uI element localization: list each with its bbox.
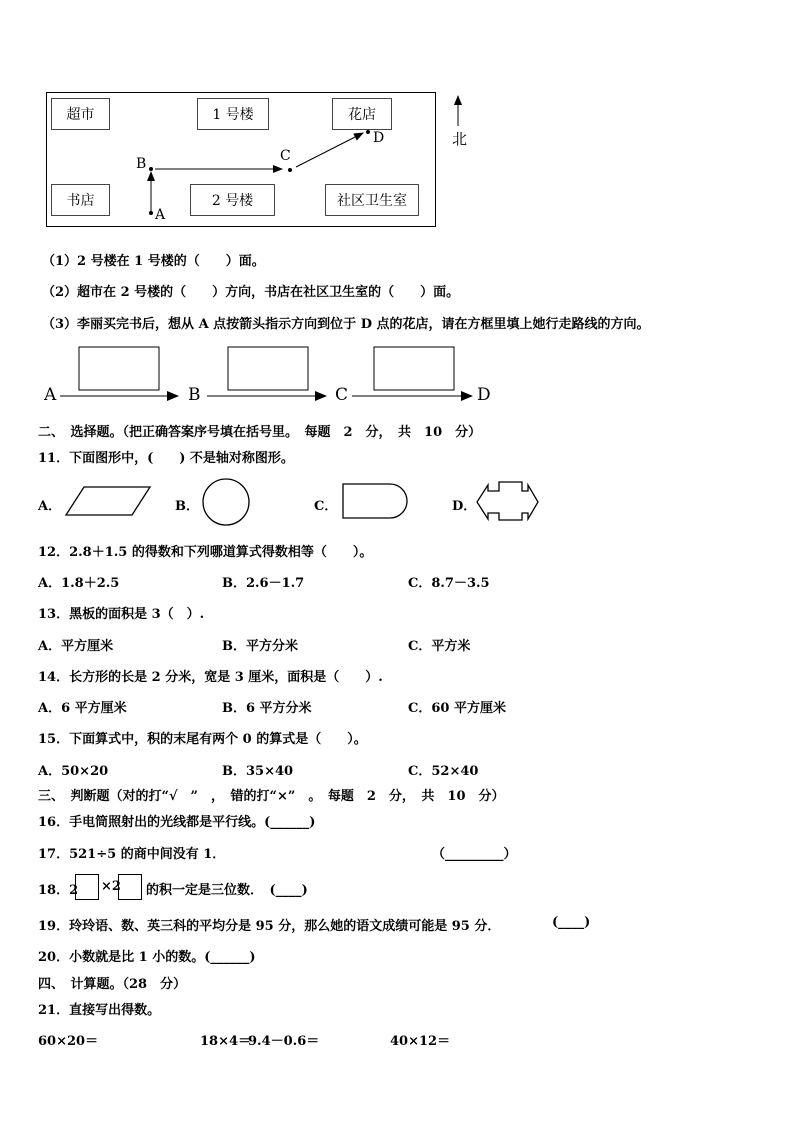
q19-blank: (____)	[552, 915, 591, 930]
section-4-heading: 四、 计算题。（28 分）	[38, 977, 187, 992]
q13-stem: 13．黑板的面积是 3（ ）.	[38, 607, 205, 622]
q13-option-a: A．平方厘米	[38, 639, 114, 654]
q18-mid: ×2	[101, 879, 121, 894]
q14-option-b: B．6 平方分米	[222, 701, 312, 716]
q21-item-2: 18×4＝	[200, 1034, 252, 1049]
q14-option-a: A．6 平方厘米	[38, 701, 127, 716]
q17-stem: 17．521÷5 的商中间没有 1．	[38, 847, 226, 862]
map-paths	[0, 0, 794, 260]
q14-stem: 14．长方形的长是 2 分米，宽是 3 厘米，面积是（ ）.	[38, 670, 383, 685]
q15-option-c: C．52×40	[408, 764, 479, 779]
route-label-d: D	[477, 385, 491, 405]
q16: 16．手电筒照射出的光线都是平行线。(______)	[38, 815, 316, 830]
place-building1: 1 号楼	[197, 98, 269, 130]
q15-stem: 15．下面算式中，积的末尾有两个 0 的算式是（ ）。	[38, 732, 367, 747]
place-building2: 2 号楼	[190, 184, 275, 216]
cross-arrow-shape	[477, 482, 538, 520]
place-bookstore: 书店	[51, 184, 110, 216]
q18-digit-box-2	[118, 874, 142, 900]
q11-option-d-label: D．	[452, 499, 477, 514]
q21-item-1: 60×20＝	[38, 1034, 99, 1049]
point-a-label: A	[155, 207, 166, 223]
route-label-b: B	[188, 385, 201, 405]
route-box-2	[228, 347, 308, 390]
q12-option-c: C．8.7－3.5	[408, 576, 490, 591]
circle-shape	[203, 479, 249, 525]
q18-suffix: 的积一定是三位数． (____)	[146, 883, 308, 898]
north-label: 北	[452, 130, 468, 148]
route-box-3	[374, 347, 454, 390]
question-map-1: （1）2 号楼在 1 号楼的（ ）面。	[42, 254, 265, 269]
q14-option-c: C．60 平方厘米	[408, 701, 506, 716]
q19-stem: 19．玲玲语、数、英三科的平均分是 95 分，那么她的语文成绩可能是 95 分．	[38, 919, 501, 934]
q20: 20．小数就是比 1 小的数。(______)	[38, 950, 256, 965]
q12-option-a: A．1.8＋2.5	[38, 576, 120, 591]
place-flower-shop: 花店	[332, 98, 392, 130]
route-label-a: A	[44, 385, 57, 405]
semi-rounded-shape	[343, 484, 407, 518]
path-c-d	[296, 133, 363, 167]
parallelogram-shape	[66, 487, 150, 515]
question-map-2: （2）超市在 2 号楼的（ ）方向，书店在社区卫生室的（ ）面。	[42, 285, 460, 300]
q11-stem: 11．下面图形中，( ) 不是轴对称图形。	[38, 451, 294, 466]
point-a-dot	[149, 211, 153, 215]
q21-item-4: 40×12＝	[390, 1034, 451, 1049]
question-map-3: （3）李丽买完书后，想从 A 点按箭头指示方向到位于 D 点的花店，请在方框里填上她行走路线的方向。	[42, 317, 650, 332]
q12-stem: 12．2.8＋1.5 的得数和下列哪道算式得数相等（ ）。	[38, 545, 373, 560]
point-d-label: D	[373, 130, 385, 146]
q11-option-c-label: C．	[314, 499, 338, 514]
place-supermarket: 超市	[51, 98, 110, 130]
q15-option-b: B．35×40	[222, 764, 294, 779]
route-diagram	[0, 340, 794, 410]
place-clinic: 社区卫生室	[325, 184, 419, 216]
q18-prefix: 18．2	[38, 883, 79, 898]
q13-option-c: C．平方米	[408, 639, 471, 654]
point-c-dot	[288, 168, 292, 172]
q12-option-b: B．2.6－1.7	[222, 576, 305, 591]
q11-shapes	[0, 470, 794, 530]
route-box-1	[79, 347, 159, 390]
route-label-c: C	[335, 385, 349, 405]
q17-blank: （_________）	[432, 847, 517, 862]
section-2-heading: 二、 选择题。（把正确答案序号填在括号里。 每题 2 分， 共 10 分）	[38, 425, 482, 440]
section-3-heading: 三、 判断题（对的打“√ ” ， 错的打“×” 。 每题 2 分， 共 10 分）	[38, 789, 505, 804]
q13-option-b: B．平方分米	[222, 639, 298, 654]
point-b-dot	[149, 167, 153, 171]
q21-stem: 21．直接写出得数。	[38, 1003, 161, 1018]
q11-option-b-label: B．	[175, 499, 199, 514]
q11-option-a-label: A．	[38, 499, 62, 514]
point-d-dot	[366, 130, 370, 134]
q18-digit-box-1	[75, 874, 99, 900]
point-b-label: B	[136, 156, 147, 172]
point-c-label: C	[280, 148, 291, 164]
q15-option-a: A．50×20	[38, 764, 109, 779]
q21-item-3: 9.4－0.6＝	[248, 1034, 320, 1049]
